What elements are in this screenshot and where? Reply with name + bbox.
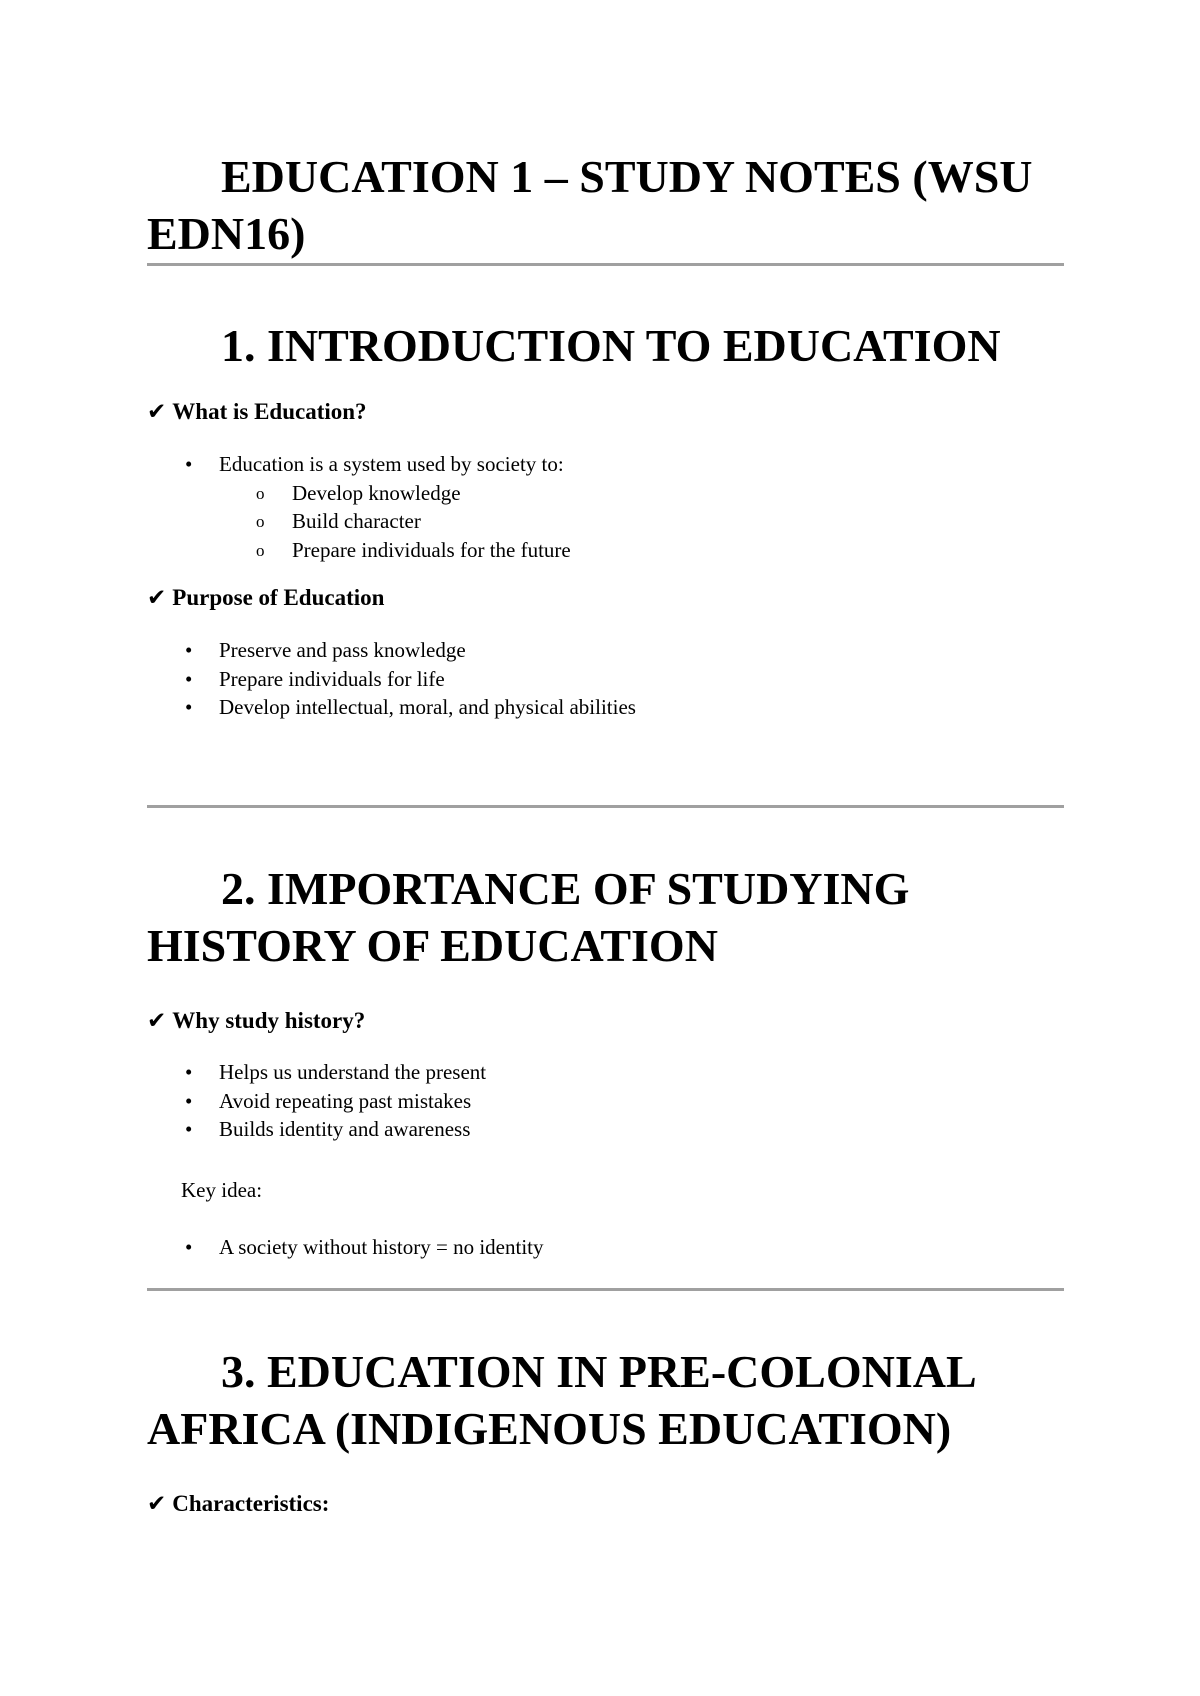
checkmark-icon: ✔	[147, 1008, 167, 1033]
section-1-subheading-what-is-education	[147, 398, 367, 426]
section-1-subheading-purpose	[147, 584, 384, 612]
sub-list-item: o Develop knowledge	[147, 479, 1064, 508]
subheading-text: What is Education?	[172, 399, 367, 424]
sub-list-item: o Prepare individuals for the future	[147, 536, 1064, 565]
checkmark-icon: ✔	[147, 585, 167, 610]
sub-list-item: o Build character	[147, 507, 1064, 536]
section-2-heading: 2. IMPORTANCE OF STUDYING HISTORY OF EDUCATION	[147, 863, 910, 971]
list-item-text: Education is a system used by society to:	[219, 452, 564, 476]
section-2-subheading-why-study-history	[147, 1007, 365, 1035]
list-item: • Helps us understand the present	[147, 1058, 1064, 1087]
key-idea-list	[147, 1233, 1064, 1262]
document-title: EDUCATION 1 – STUDY NOTES (WSU EDN16)	[147, 151, 1033, 259]
horizontal-rule	[147, 805, 1064, 808]
purpose-list	[147, 636, 1064, 722]
list-item: • Avoid repeating past mistakes	[147, 1087, 1064, 1116]
horizontal-rule	[147, 1288, 1064, 1291]
list-item	[147, 450, 1064, 564]
what-is-education-list	[147, 450, 1064, 564]
subheading-text: Characteristics:	[172, 1491, 330, 1516]
section-3-subheading-characteristics	[147, 1490, 329, 1518]
list-item: • A society without history = no identity	[147, 1233, 1064, 1262]
horizontal-rule	[147, 263, 1064, 266]
checkmark-icon: ✔	[147, 1491, 167, 1516]
why-study-history-list	[147, 1058, 1064, 1144]
subheading-text: Why study history?	[172, 1008, 366, 1033]
checkmark-icon: ✔	[147, 399, 167, 424]
list-item: • Prepare individuals for life	[147, 665, 1064, 694]
subheading-text: Purpose of Education	[172, 585, 385, 610]
list-item: • Builds identity and awareness	[147, 1115, 1064, 1144]
section-3-heading: 3. EDUCATION IN PRE-COLONIAL AFRICA (INDIGENOUS EDUCATION)	[147, 1346, 975, 1454]
sub-list	[219, 479, 1064, 565]
key-idea-label: Key idea:	[181, 1178, 263, 1202]
list-item: • Develop intellectual, moral, and physical abilities	[147, 693, 1064, 722]
list-item: • Preserve and pass knowledge	[147, 636, 1064, 665]
section-1-heading: 1. INTRODUCTION TO EDUCATION	[221, 320, 1001, 371]
